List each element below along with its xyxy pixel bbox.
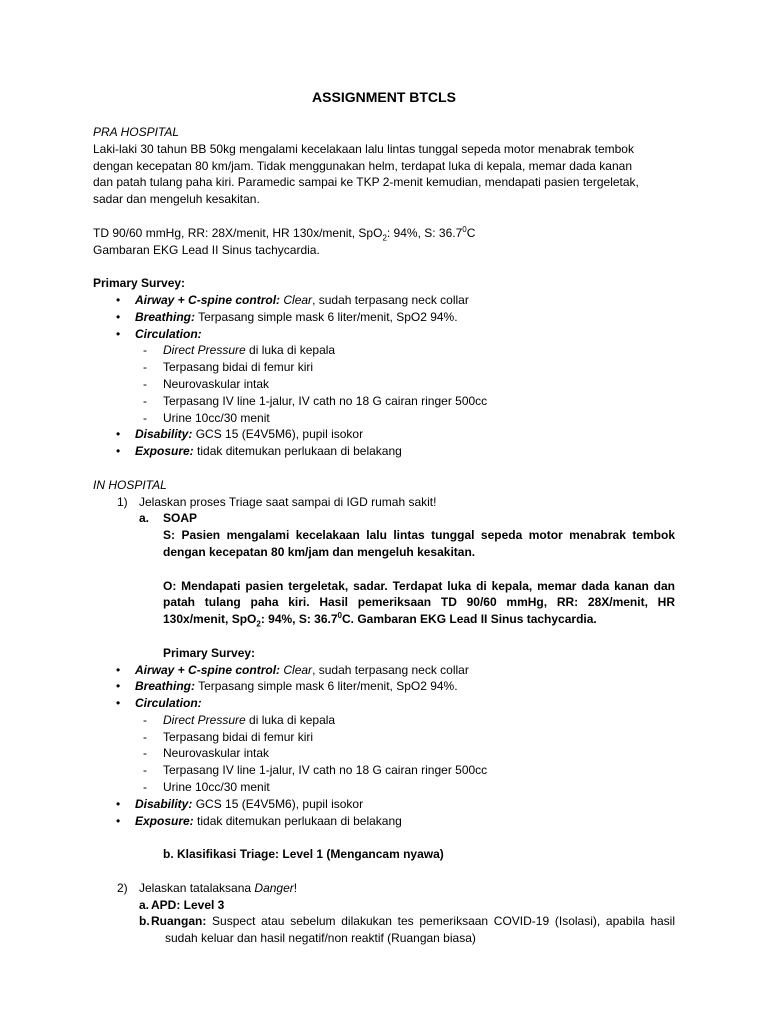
item-marker: a. — [139, 897, 150, 912]
circulation-text: Terpasang bidai di femur kiri — [163, 729, 314, 744]
bullet-icon: • — [116, 326, 121, 341]
circulation-item — [93, 779, 675, 796]
circulation-item — [93, 712, 675, 729]
dash-icon: - — [143, 410, 147, 425]
item-marker: b. — [139, 914, 150, 929]
direct-pressure: Direct Pressure — [163, 343, 246, 358]
circulation-label: Circulation: — [135, 326, 202, 341]
vitals-line — [93, 225, 675, 242]
soap-sup: 0 — [337, 611, 342, 621]
vitals-sub: 2 — [382, 233, 387, 243]
dash-icon: - — [143, 729, 147, 744]
soap-line: dengan kecepatan 80 km/jam dan mengeluh kesakitan. — [163, 544, 476, 559]
airway-status: Clear — [283, 662, 313, 677]
soap-line: patah tulang paha kiri. Hasil pemeriksaan TD 90/60 mmHg, RR: 28X/menit, HR — [163, 595, 675, 610]
breathing-label: Breathing: — [135, 309, 195, 324]
disability-label: Disability: — [135, 796, 193, 811]
dash-icon: - — [143, 712, 147, 727]
survey-circulation — [93, 326, 675, 343]
pra-hospital-heading: PRA HOSPITAL — [93, 125, 180, 139]
disability-text: GCS 15 (E4V5M6), pupil isokor — [192, 427, 364, 442]
ruangan-label: Ruangan: — [151, 914, 207, 929]
question-text: ! — [293, 880, 298, 895]
ruangan-text: sudah keluar dan hasil negatif/non reaktif (Ruangan biasa) — [165, 931, 476, 946]
bullet-icon: • — [116, 309, 121, 324]
vitals-text: TD 90/60 mmHg, RR: 28X/menit, HR 130x/menit, SpO — [93, 225, 383, 240]
direct-pressure: Direct Pressure — [163, 712, 246, 727]
exposure-label: Exposure: — [135, 444, 194, 459]
ruangan-item — [93, 913, 675, 947]
bullet-icon: • — [116, 796, 121, 811]
circulation-item — [93, 410, 675, 427]
in-hospital-heading: IN HOSPITAL — [93, 477, 167, 492]
item-marker: a. — [139, 511, 150, 526]
circulation-text: Terpasang IV line 1-jalur, IV cath no 18 G cairan ringer 500cc — [163, 393, 488, 408]
klasifikasi-triage: b. Klasifikasi Triage: Level 1 (Mengancam nyawa) — [163, 847, 444, 862]
soap-subjective — [93, 527, 675, 561]
bullet-icon: • — [116, 679, 121, 694]
circulation-item — [93, 376, 675, 393]
airway-label: Airway + C-spine control: — [135, 292, 281, 307]
survey-exposure — [93, 813, 675, 830]
case-line: dan patah tulang paha kiri. Paramedic sampai ke TKP 2-menit kemudian, mendapati pasien tergeletak, — [93, 175, 639, 190]
exposure-text: tidak ditemukan perlukaan di belakang — [193, 444, 402, 459]
breathing-label: Breathing: — [135, 679, 195, 694]
airway-text: , sudah terpasang neck collar — [312, 292, 469, 307]
primary-survey-heading: Primary Survey: — [93, 276, 186, 291]
soap-item — [93, 510, 675, 527]
in-primary-survey-heading: Primary Survey: — [163, 645, 256, 660]
direct-pressure-text: di luka di kepala — [245, 343, 336, 358]
survey-disability — [93, 426, 675, 443]
circulation-text: Urine 10cc/30 menit — [163, 410, 270, 425]
soap-line: O: Mendapati pasien tergeletak, sadar. Terdapat luka di kepala, memar dada kanan dan — [163, 578, 675, 593]
question-number: 2) — [117, 880, 128, 895]
circulation-item — [93, 359, 675, 376]
bullet-icon: • — [116, 696, 121, 711]
question-2 — [93, 880, 675, 897]
circulation-item — [93, 745, 675, 762]
dash-icon: - — [143, 393, 147, 408]
circulation-text: Neurovaskular intak — [163, 746, 270, 761]
soap-text: C. Gambaran EKG Lead II Sinus tachycardia. — [342, 612, 597, 627]
dash-icon: - — [143, 746, 147, 761]
bullet-icon: • — [116, 813, 121, 828]
soap-line — [163, 611, 675, 628]
vitals-text: C — [466, 225, 476, 240]
survey-circulation — [93, 695, 675, 712]
question-1 — [93, 494, 675, 511]
soap-text: 130x/menit, SpO — [163, 612, 257, 627]
bullet-icon: • — [116, 662, 121, 677]
direct-pressure-text: di luka di kepala — [245, 712, 336, 727]
circulation-item — [93, 762, 675, 779]
survey-breathing — [93, 309, 675, 326]
dash-icon: - — [143, 343, 147, 358]
vitals-sup: 0 — [462, 224, 467, 234]
bullet-icon: • — [116, 444, 121, 459]
survey-exposure — [93, 443, 675, 460]
document-title: ASSIGNMENT BTCLS — [312, 89, 456, 105]
question-text: Jelaskan proses Triage saat sampai di IGD rumah sakit! — [139, 494, 437, 509]
question-number: 1) — [117, 494, 128, 509]
apd-text: APD: Level 3 — [151, 897, 225, 912]
case-line: Laki-laki 30 tahun BB 50kg mengalami kecelakaan lalu lintas tunggal sepeda motor menabrak tembok — [93, 141, 634, 156]
survey-breathing — [93, 678, 675, 695]
soap-text: : 94%, S: 36.7 — [260, 612, 338, 627]
apd-item — [93, 897, 675, 914]
dash-icon: - — [143, 780, 147, 795]
disability-label: Disability: — [135, 427, 193, 442]
bullet-icon: • — [116, 427, 121, 442]
circulation-text: Terpasang bidai di femur kiri — [163, 360, 314, 375]
disability-text: GCS 15 (E4V5M6), pupil isokor — [192, 796, 364, 811]
airway-label: Airway + C-spine control: — [135, 662, 281, 677]
exposure-text: tidak ditemukan perlukaan di belakang — [193, 813, 402, 828]
breathing-text: Terpasang simple mask 6 liter/menit, SpO2 94%. — [195, 309, 458, 324]
survey-disability — [93, 796, 675, 813]
circulation-text: Urine 10cc/30 menit — [163, 780, 270, 795]
soap-label: SOAP — [163, 511, 198, 526]
circulation-item — [93, 729, 675, 746]
breathing-text: Terpasang simple mask 6 liter/menit, SpO2 94%. — [195, 679, 458, 694]
exposure-label: Exposure: — [135, 813, 194, 828]
survey-airway — [93, 292, 675, 309]
question-italic: Danger — [254, 880, 294, 895]
ruangan-text: Suspect atau sebelum dilakukan tes pemeriksaan COVID-19 (Isolasi), apabila hasil — [206, 914, 675, 929]
circulation-text: Terpasang IV line 1-jalur, IV cath no 18 G cairan ringer 500cc — [163, 763, 488, 778]
dash-icon: - — [143, 376, 147, 391]
question-text: Jelaskan tatalaksana — [139, 880, 255, 895]
document-body — [93, 124, 675, 947]
circulation-item — [93, 393, 675, 410]
survey-airway — [93, 662, 675, 679]
soap-line: S: Pasien mengalami kecelakaan lalu lintas tunggal sepeda motor menabrak tembok — [163, 528, 675, 543]
dash-icon: - — [143, 360, 147, 375]
vitals-text: : 94%, S: 36.7 — [386, 225, 463, 240]
dash-icon: - — [143, 763, 147, 778]
airway-status: Clear — [283, 292, 313, 307]
soap-objective — [93, 578, 675, 628]
ekg-line: Gambaran EKG Lead II Sinus tachycardia. — [93, 242, 320, 257]
airway-text: , sudah terpasang neck collar — [312, 662, 469, 677]
circulation-text: Neurovaskular intak — [163, 376, 270, 391]
circulation-label: Circulation: — [135, 696, 202, 711]
bullet-icon: • — [116, 292, 121, 307]
case-line: dengan kecepatan 80 km/jam. Tidak menggunakan helm, terdapat luka di kepala, memar dada kanan — [93, 158, 633, 173]
case-line: sadar dan mengeluh kesakitan. — [93, 192, 260, 207]
circulation-item — [93, 342, 675, 359]
soap-sub: 2 — [256, 619, 261, 629]
